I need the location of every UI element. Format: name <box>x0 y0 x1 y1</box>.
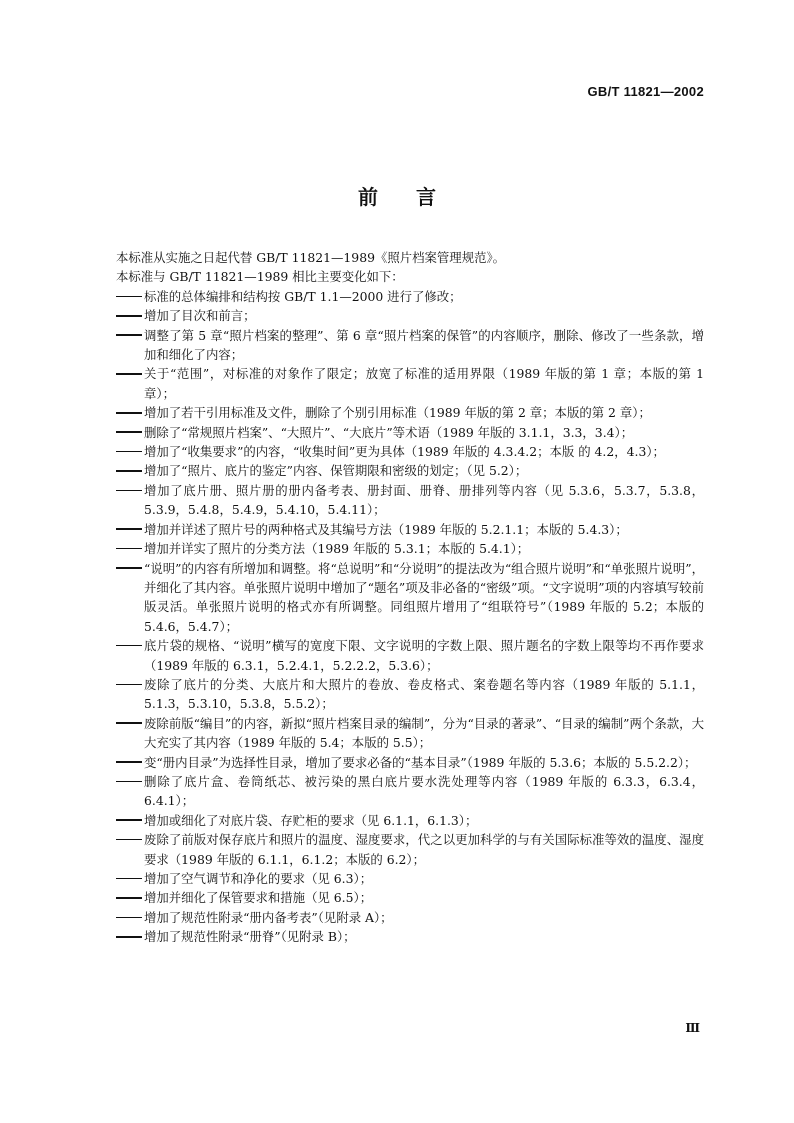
change-item <box>116 927 704 946</box>
change-item-text: 增加了目次和前言； <box>144 308 256 324</box>
em-dash-marker <box>116 675 144 714</box>
change-item <box>116 811 704 830</box>
em-dash-marker <box>116 927 144 946</box>
change-item-text: 废除了底片的分类、大底片和大照片的卷放、卷皮格式、案卷题名等内容（1989 年版的 5.1.1，5.1.3，5.3.10，5.3.8，5.5.2）； <box>144 676 704 712</box>
change-item <box>116 461 704 480</box>
change-item-text: 删除了“常规照片档案”、“大照片”、“大底片”等术语（1989 年版的 3.1.1，3.3，3.4）； <box>144 424 634 440</box>
em-dash-marker <box>116 520 144 539</box>
change-item-text: 底片袋的规格、“说明”横写的宽度下限、文字说明的字数上限、照片题名的字数上限等均不再作要求（1989 年版的 6.3.1，5.2.4.1，5.2.2.2，5.3.6）； <box>144 638 704 673</box>
change-item <box>116 442 704 461</box>
change-item <box>116 423 704 442</box>
change-item <box>116 675 704 714</box>
change-item-text: 增加了“收集要求”的内容，“收集时间”更为具体（1989 年版的 4.3.4.2；本版 的 4.2，4.3）； <box>144 444 665 460</box>
change-item <box>116 888 704 907</box>
change-item <box>116 559 704 637</box>
change-item <box>116 869 704 888</box>
change-item <box>116 753 704 772</box>
em-dash-marker <box>116 461 144 480</box>
page-number: Ⅲ <box>685 1021 700 1035</box>
change-item <box>116 908 704 927</box>
change-item-text: 废除了前版对保存底片和照片的温度、湿度要求，代之以更加科学的与有关国际标准等效的温度、湿度要求（1989 年版的 6.1.1，6.1.2；本版的 6.2）； <box>144 832 704 867</box>
em-dash-marker <box>116 714 144 753</box>
change-item-text: 增加了“照片、底片的鉴定”内容、保管期限和密级的划定；（见 5.2）； <box>144 463 528 479</box>
em-dash-marker <box>116 423 144 442</box>
em-dash-marker <box>116 287 144 306</box>
change-item <box>116 403 704 422</box>
change-item-text: 增加并细化了保管要求和措施（见 6.5）； <box>144 890 373 906</box>
intro-paragraph: 本标准与 GB/T 11821—1989 相比主要变化如下： <box>116 269 404 285</box>
change-item-text: 增加了空气调节和净化的要求（见 6.3）； <box>144 871 373 886</box>
change-item-text: 增加了底片册、照片册的册内备考表、册封面、册脊、册排列等内容（见 5.3.6，5.3.7，5.3.8，5.3.9，5.4.8，5.4.9，5.4.10，5.4.11）； <box>144 482 704 518</box>
change-item <box>116 520 704 539</box>
change-item <box>116 326 704 365</box>
change-item-text: 增加了若干引用标准及文件，删除了个别引用标准（1989 年版的第 2 章；本版的第 2 章）； <box>144 405 651 421</box>
page-title: 前言 <box>358 185 474 209</box>
change-item <box>116 306 704 325</box>
em-dash-marker <box>116 888 144 907</box>
change-item-text: 废除前版“编目”的内容，新拟“照片档案目录的编制”，分为“目录的著录”、“目录的编制”两个条款，大大充实了其内容（1989 年版的 5.4；本版的 5.5）； <box>144 715 704 751</box>
em-dash-marker <box>116 403 144 422</box>
em-dash-marker <box>116 481 144 520</box>
em-dash-marker <box>116 326 144 365</box>
change-item-text: 变“册内目录”为选择性目录，增加了要求必备的“基本目录”（1989 年版的 5.3.6；本版的 5.5.2.2）； <box>144 754 697 770</box>
em-dash-marker <box>116 869 144 888</box>
change-item <box>116 830 704 869</box>
change-item <box>116 287 704 306</box>
change-item-text: 标准的总体编排和结构按 GB/T 1.1—2000 进行了修改； <box>144 288 462 304</box>
changes-list <box>116 287 704 947</box>
change-item-text: 增加并详述了照片号的两种格式及其编号方法（1989 年版的 5.2.1.1；本版的 5.4.3）； <box>144 521 628 537</box>
em-dash-marker <box>116 636 144 675</box>
change-item <box>116 481 704 520</box>
change-item <box>116 636 704 675</box>
standard-code: GB/T 11821—2002 <box>587 84 704 99</box>
change-item <box>116 539 704 558</box>
em-dash-marker <box>116 830 144 869</box>
change-item-text: “说明”的内容有所增加和调整。将“总说明”和“分说明”的提法改为“组合照片说明”和“单张照片说明”，并细化了其内容。单张照片说明中增加了“题名”项及非必备的“密级”项。“文字说明”项的内容填写较前版灵活。单张照片说明的格式亦有所调整。同组照片增用了“组联符号”（1989 年版的 5.2；本版的 5.4.6，5.4.7）； <box>144 560 704 634</box>
change-item <box>116 714 704 753</box>
change-item-text: 关于“范围”，对标准的对象作了限定；放宽了标准的适用界限（1989 年版的第 1 章；本版的第 1 章）； <box>144 366 704 401</box>
change-item-text: 增加了规范性附录“册内备考表”（见附录 A）； <box>144 909 393 925</box>
em-dash-marker <box>116 306 144 325</box>
em-dash-marker <box>116 908 144 927</box>
em-dash-marker <box>116 539 144 558</box>
change-item-text: 调整了第 5 章“照片档案的整理”、第 6 章“照片档案的保管”的内容顺序，删除、修改了一些条款，增加和细化了内容； <box>144 327 704 363</box>
intro-paragraph: 本标准从实施之日起代替 GB/T 11821—1989《照片档案管理规范》。 <box>116 250 506 265</box>
change-item-text: 删除了底片盒、卷筒纸芯、被污染的黑白底片要水洗处理等内容（1989 年版的 6.3.3，6.3.4，6.4.1）； <box>144 773 704 809</box>
foreword-body <box>116 248 704 947</box>
change-item-text: 增加或细化了对底片袋、存贮柜的要求（见 6.1.1，6.1.3）； <box>144 812 478 828</box>
change-item <box>116 772 704 811</box>
em-dash-marker <box>116 442 144 461</box>
em-dash-marker <box>116 364 144 403</box>
change-item-text: 增加并详实了照片的分类方法（1989 年版的 5.3.1；本版的 5.4.1）； <box>144 541 530 557</box>
em-dash-marker <box>116 559 144 637</box>
em-dash-marker <box>116 772 144 811</box>
change-item-text: 增加了规范性附录“册脊”（见附录 B）； <box>144 929 356 945</box>
em-dash-marker <box>116 753 144 772</box>
em-dash-marker <box>116 811 144 830</box>
change-item <box>116 364 704 403</box>
